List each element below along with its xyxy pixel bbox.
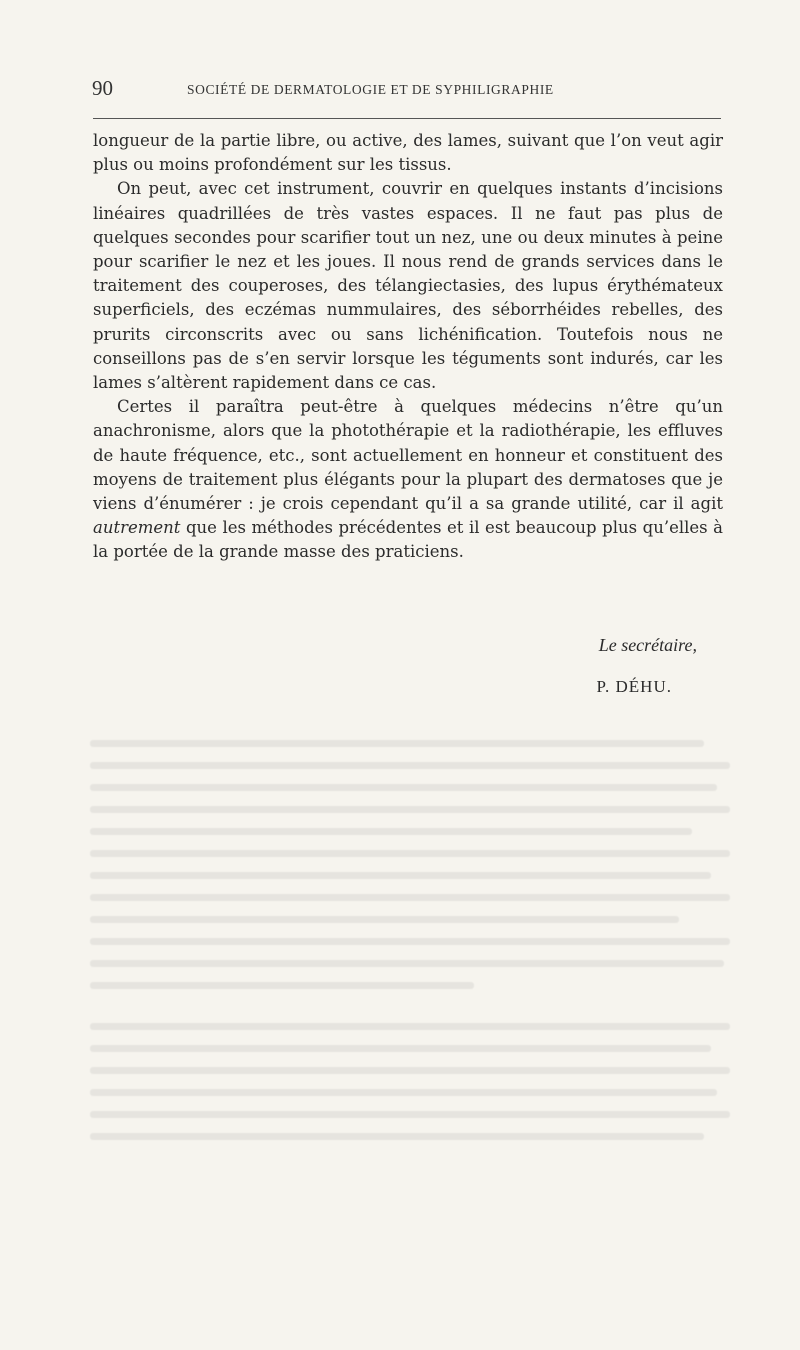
signature-title: Le secrétaire, <box>598 635 697 655</box>
paragraph-3 <box>93 395 723 564</box>
bleed-through-shadow <box>90 700 730 1260</box>
paragraph-3-italic: autrement <box>93 518 181 538</box>
running-head: SOCIÉTÉ DE DERMATOLOGIE ET DE SYPHILIGRAPHIE <box>187 82 554 97</box>
paragraph-2: On peut, avec cet instrument, couvrir en quelques instants d’incisions linéaires quadrillées de très vastes espaces. Il ne faut pas plus de quelques secondes pour scarifier tout un nez, une ou deux minutes à peine pour scarifier le nez et les joues. Il nous rend de grands services dans le traitement des couperoses, des télangiectasies, des lupus érythémateux superficiels, des eczémas nummulaires, des séborrhéides rebelles, des prurits circonscrits avec ou sans lichénification. Toutefois nous ne conseillons pas de s’en servir lorsque les téguments sont indurés, car les lames s’altèrent rapidement dans ce cas. <box>93 179 723 393</box>
paragraph-1: longueur de la partie libre, ou active, des lames, suivant que l’on veut agir plus ou moins profondément sur les tissus. <box>93 131 723 175</box>
signature-name: P. DÉHU. <box>596 677 672 696</box>
paragraph-3-start: Certes il paraîtra peut-être à quelques médecins n’être qu’un anachronisme, alors que la photothérapie et la radiothérapie, les effluves de haute fréquence, etc., sont actuellement en honneur et constituent des moyens de traitement plus élégants pour la plupart des dermatoses que je viens d’énumérer : je crois cependant qu’il a sa grande utilité, car il agit <box>93 397 723 514</box>
header-rule <box>93 118 721 119</box>
body-text <box>93 129 723 565</box>
paragraph-3-end: que les méthodes précédentes et il est beaucoup plus qu’elles à la portée de la grande masse des praticiens. <box>93 518 723 562</box>
page-header <box>92 76 728 106</box>
page-number: 90 <box>92 76 113 100</box>
